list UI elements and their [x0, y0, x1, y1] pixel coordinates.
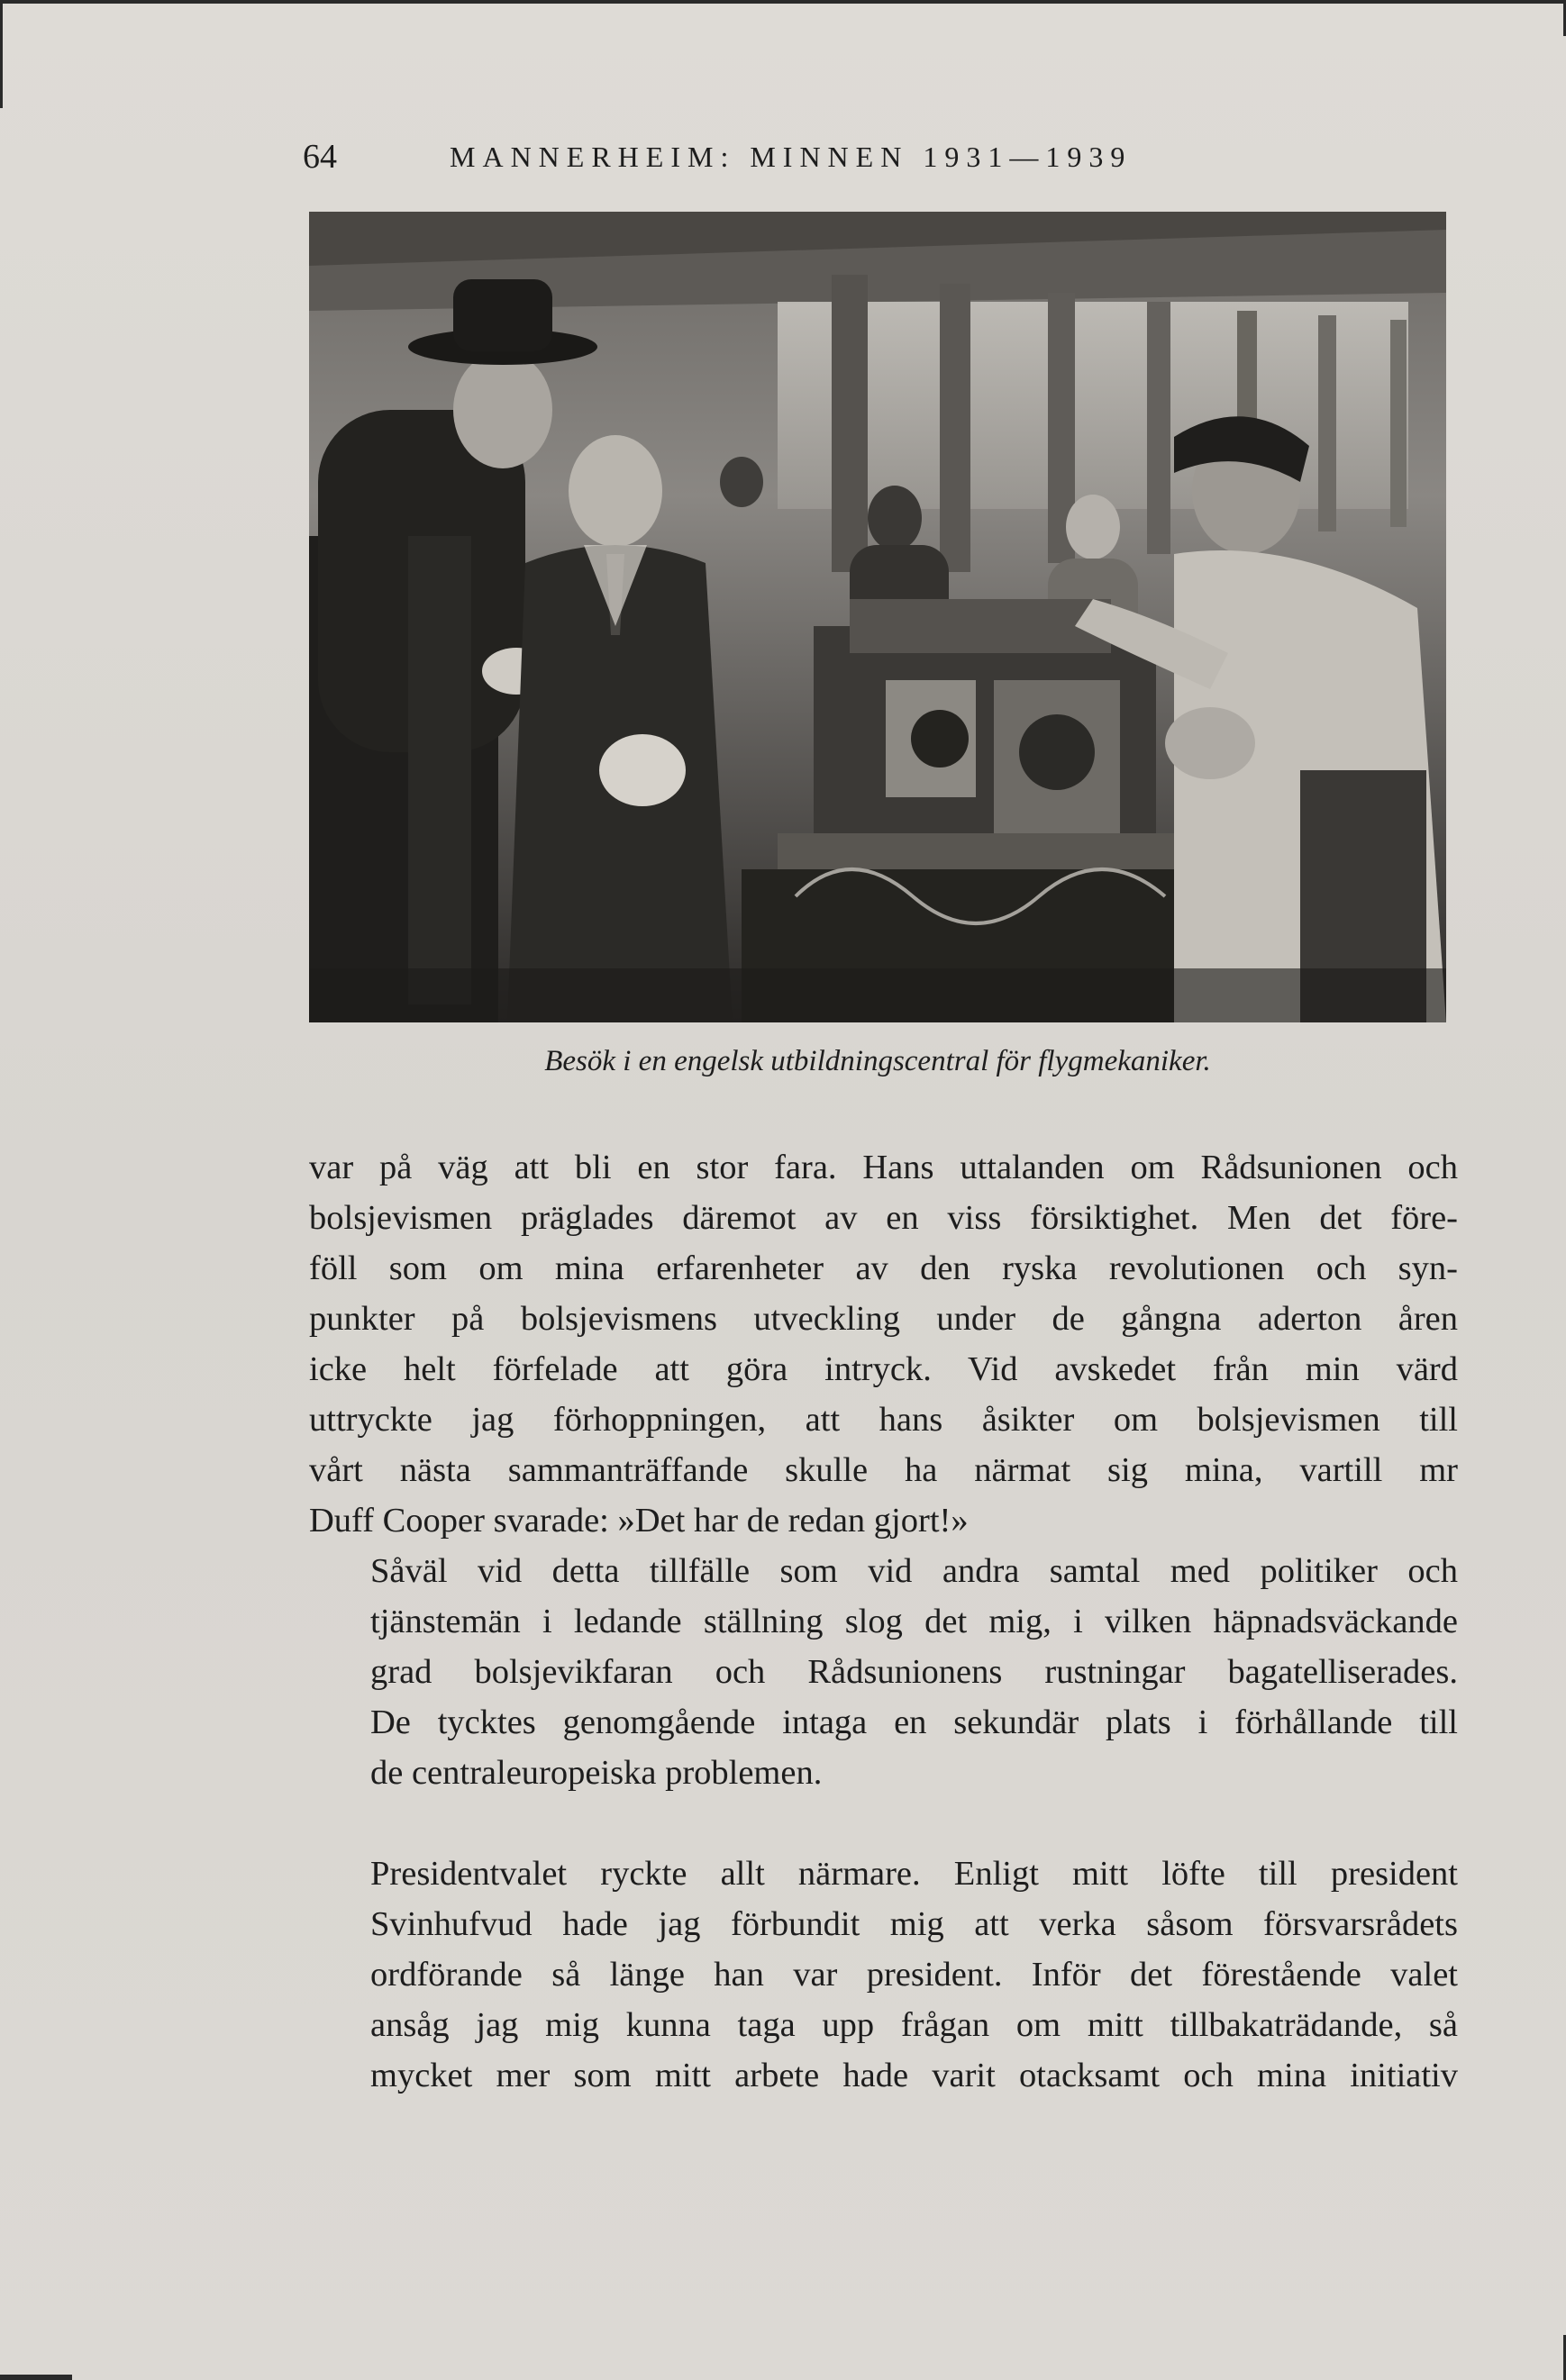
- text-line: vårt nästa sammanträffande skulle ha närmat sig mina, vartill mr: [309, 1451, 1458, 1489]
- text-line: De tycktes genomgående intaga en sekundär plats i förhållande till: [370, 1703, 1458, 1741]
- scan-edge-bottom-left: [0, 2375, 72, 2380]
- text-line: grad bolsjevikfaran och Rådsunionens rustningar bagatelliserades.: [370, 1653, 1458, 1691]
- body-text: [309, 1142, 1458, 2101]
- text-line: uttryckte jag förhoppningen, att hans åsikter om bolsjevismen till: [309, 1401, 1458, 1439]
- text-line: Svinhufvud hade jag förbundit mig att verka såsom försvarsrådets: [370, 1905, 1458, 1943]
- text-line: Presidentvalet ryckte allt närmare. Enligt mitt löfte till president: [370, 1855, 1458, 1893]
- page-number: 64: [303, 138, 337, 176]
- text-line: var på väg att bli en stor fara. Hans uttalanden om Rådsunionen och: [309, 1149, 1458, 1186]
- paragraph-2: [309, 1546, 1458, 1798]
- workshop-photo-illustration: [309, 212, 1446, 1022]
- scan-edge-top: [0, 0, 1566, 4]
- text-line: föll som om mina erfarenheter av den ryska revolutionen och syn-: [309, 1249, 1458, 1287]
- text-line: mycket mer som mitt arbete hade varit otacksamt och mina initiativ: [370, 2057, 1458, 2094]
- scan-edge-left: [0, 0, 3, 108]
- text-line: de centraleuropeiska problemen.: [370, 1754, 823, 1792]
- paragraph-1: [309, 1142, 1458, 1546]
- text-line: icke helt förfelade att göra intryck. Vid avskedet från min värd: [309, 1350, 1458, 1388]
- text-line: tjänstemän i ledande ställning slog det mig, i vilken häpnadsväckande: [370, 1603, 1458, 1640]
- figure-caption: Besök i en engelsk utbildningscentral för flygmekaniker.: [544, 1045, 1211, 1077]
- text-line: Såväl vid detta tillfälle som vid andra samtal med politiker och: [370, 1552, 1458, 1590]
- text-line: ordförande så länge han var president. Inför det förestående valet: [370, 1956, 1458, 1994]
- text-line: ansåg jag mig kunna taga upp frågan om mitt tillbakaträdande, så: [370, 2006, 1458, 2044]
- text-line: punkter på bolsjevismens utveckling under de gångna aderton åren: [309, 1300, 1458, 1338]
- paragraph-3: [309, 1849, 1458, 2101]
- photograph: [309, 212, 1446, 1022]
- text-line: bolsjevismen präglades däremot av en viss försiktighet. Men det före-: [309, 1199, 1458, 1237]
- text-line: Duff Cooper svarade: »Det har de redan gjort!»: [309, 1502, 969, 1540]
- book-title: MANNERHEIM: MINNEN 1931—1939: [450, 141, 1133, 173]
